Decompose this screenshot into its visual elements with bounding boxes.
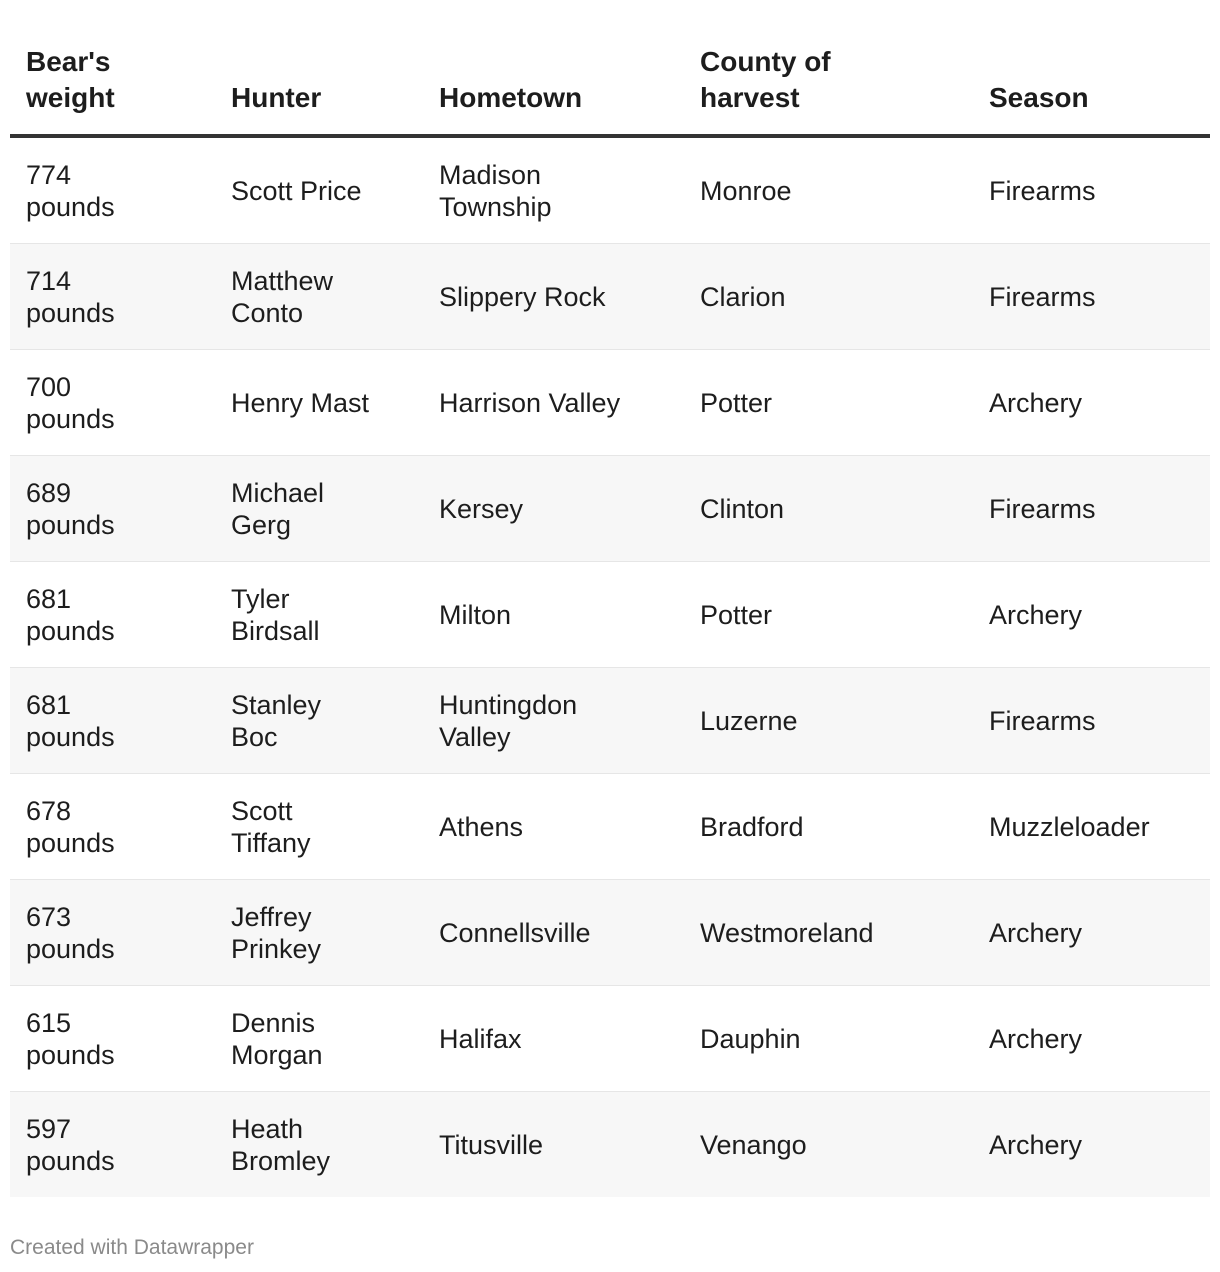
cell-hometown-line: Halifax — [439, 1023, 522, 1054]
cell-hometown — [423, 1092, 684, 1198]
cell-hunter-line: Henry Mast — [231, 387, 370, 418]
table-row — [10, 1092, 1210, 1198]
cell-hunter-line: Heath — [231, 1113, 304, 1144]
cell-weight — [10, 774, 215, 880]
table-row — [10, 244, 1210, 350]
cell-hometown-line: Huntingdon — [439, 689, 578, 720]
cell-hunter — [215, 774, 423, 880]
cell-weight-line: pounds — [26, 509, 115, 540]
cell-hunter — [215, 668, 423, 774]
header-bears-weight[interactable] — [10, 44, 215, 136]
cell-season: Firearms — [973, 136, 1210, 244]
header-season[interactable] — [973, 44, 1210, 136]
cell-county: Potter — [684, 562, 973, 668]
cell-hunter-line: Scott — [231, 795, 293, 826]
cell-hometown-line: Athens — [439, 811, 524, 842]
cell-county: Dauphin — [684, 986, 973, 1092]
cell-weight-line: 681 — [26, 583, 72, 614]
cell-weight — [10, 986, 215, 1092]
cell-hometown — [423, 562, 684, 668]
header-line: County of — [700, 46, 831, 77]
cell-hunter-line: Morgan — [231, 1039, 323, 1070]
cell-hometown — [423, 136, 684, 244]
cell-hometown — [423, 880, 684, 986]
cell-weight — [10, 880, 215, 986]
cell-hunter-line: Bromley — [231, 1145, 331, 1176]
header-county-of-harvest[interactable] — [684, 44, 973, 136]
table-row — [10, 986, 1210, 1092]
cell-hunter — [215, 350, 423, 456]
table-header-row — [10, 44, 1210, 136]
header-line: Bear's — [26, 46, 111, 77]
table-row — [10, 668, 1210, 774]
cell-hometown-line: Milton — [439, 599, 512, 630]
header-line: Season — [989, 82, 1089, 113]
cell-weight-line: pounds — [26, 721, 115, 752]
cell-weight-line: 597 — [26, 1113, 72, 1144]
cell-weight-line: pounds — [26, 1145, 115, 1176]
cell-weight — [10, 668, 215, 774]
header-line: Hunter — [231, 82, 322, 113]
cell-hunter — [215, 562, 423, 668]
cell-weight-line: 678 — [26, 795, 72, 826]
cell-weight-line: 714 — [26, 265, 72, 296]
cell-weight-line: 774 — [26, 159, 72, 190]
cell-hunter — [215, 244, 423, 350]
cell-weight-line: pounds — [26, 191, 115, 222]
cell-county: Potter — [684, 350, 973, 456]
cell-county: Clinton — [684, 456, 973, 562]
cell-weight — [10, 350, 215, 456]
cell-hunter-line: Gerg — [231, 509, 292, 540]
cell-hometown — [423, 986, 684, 1092]
cell-hunter-line: Tyler — [231, 583, 290, 614]
cell-county: Venango — [684, 1092, 973, 1198]
table-row — [10, 774, 1210, 880]
header-hometown[interactable] — [423, 44, 684, 136]
cell-season: Muzzleloader — [973, 774, 1210, 880]
cell-hometown-line: Connellsville — [439, 917, 591, 948]
cell-weight-line: pounds — [26, 297, 115, 328]
cell-hunter — [215, 1092, 423, 1198]
cell-hunter-line: Tiffany — [231, 827, 311, 858]
cell-weight-line: 689 — [26, 477, 72, 508]
table-row — [10, 350, 1210, 456]
cell-season: Archery — [973, 986, 1210, 1092]
cell-hometown-line: Kersey — [439, 493, 524, 524]
table-row — [10, 136, 1210, 244]
cell-weight-line: 615 — [26, 1007, 72, 1038]
cell-season: Archery — [973, 350, 1210, 456]
table-row — [10, 456, 1210, 562]
cell-hunter-line: Dennis — [231, 1007, 316, 1038]
cell-hunter-line: Scott Price — [231, 175, 362, 206]
cell-weight — [10, 136, 215, 244]
cell-hometown — [423, 774, 684, 880]
cell-weight — [10, 244, 215, 350]
cell-hunter-line: Michael — [231, 477, 325, 508]
cell-hunter-line: Jeffrey — [231, 901, 312, 932]
cell-season: Archery — [973, 1092, 1210, 1198]
table-row — [10, 880, 1210, 986]
header-line: weight — [26, 82, 115, 113]
cell-weight-line: pounds — [26, 403, 115, 434]
cell-county: Westmoreland — [684, 880, 973, 986]
cell-weight-line: 673 — [26, 901, 72, 932]
cell-weight — [10, 456, 215, 562]
cell-hometown-line: Harrison Valley — [439, 387, 621, 418]
cell-county: Bradford — [684, 774, 973, 880]
datawrapper-credit: Created with Datawrapper — [10, 1236, 254, 1259]
table-body — [10, 136, 1210, 1197]
cell-hometown-line: Madison — [439, 159, 542, 190]
table-row — [10, 562, 1210, 668]
cell-season: Archery — [973, 562, 1210, 668]
cell-hometown-line: Slippery Rock — [439, 281, 606, 312]
cell-weight-line: pounds — [26, 1039, 115, 1070]
cell-county: Luzerne — [684, 668, 973, 774]
cell-hunter-line: Conto — [231, 297, 304, 328]
cell-hometown-line: Township — [439, 191, 552, 222]
cell-hometown — [423, 244, 684, 350]
cell-weight-line: pounds — [26, 615, 115, 646]
cell-weight-line: 681 — [26, 689, 72, 720]
cell-hunter — [215, 456, 423, 562]
cell-hunter — [215, 136, 423, 244]
cell-hunter — [215, 880, 423, 986]
cell-weight — [10, 1092, 215, 1198]
header-hunter[interactable] — [215, 44, 423, 136]
cell-hometown — [423, 456, 684, 562]
header-line: Hometown — [439, 82, 583, 113]
cell-hunter-line: Prinkey — [231, 933, 322, 964]
cell-hunter-line: Birdsall — [231, 615, 320, 646]
cell-hunter-line: Boc — [231, 721, 278, 752]
cell-hometown-line: Titusville — [439, 1129, 544, 1160]
cell-county: Monroe — [684, 136, 973, 244]
cell-season: Archery — [973, 880, 1210, 986]
cell-season: Firearms — [973, 668, 1210, 774]
cell-weight-line: 700 — [26, 371, 72, 402]
cell-hunter-line: Matthew — [231, 265, 334, 296]
cell-county: Clarion — [684, 244, 973, 350]
cell-weight-line: pounds — [26, 827, 115, 858]
header-line: harvest — [700, 82, 800, 113]
data-table — [10, 44, 1210, 1197]
cell-weight-line: pounds — [26, 933, 115, 964]
cell-hometown — [423, 350, 684, 456]
cell-season: Firearms — [973, 456, 1210, 562]
cell-hometown — [423, 668, 684, 774]
cell-hometown-line: Valley — [439, 721, 511, 752]
cell-hunter-line: Stanley — [231, 689, 322, 720]
cell-season: Firearms — [973, 244, 1210, 350]
cell-weight — [10, 562, 215, 668]
cell-hunter — [215, 986, 423, 1092]
